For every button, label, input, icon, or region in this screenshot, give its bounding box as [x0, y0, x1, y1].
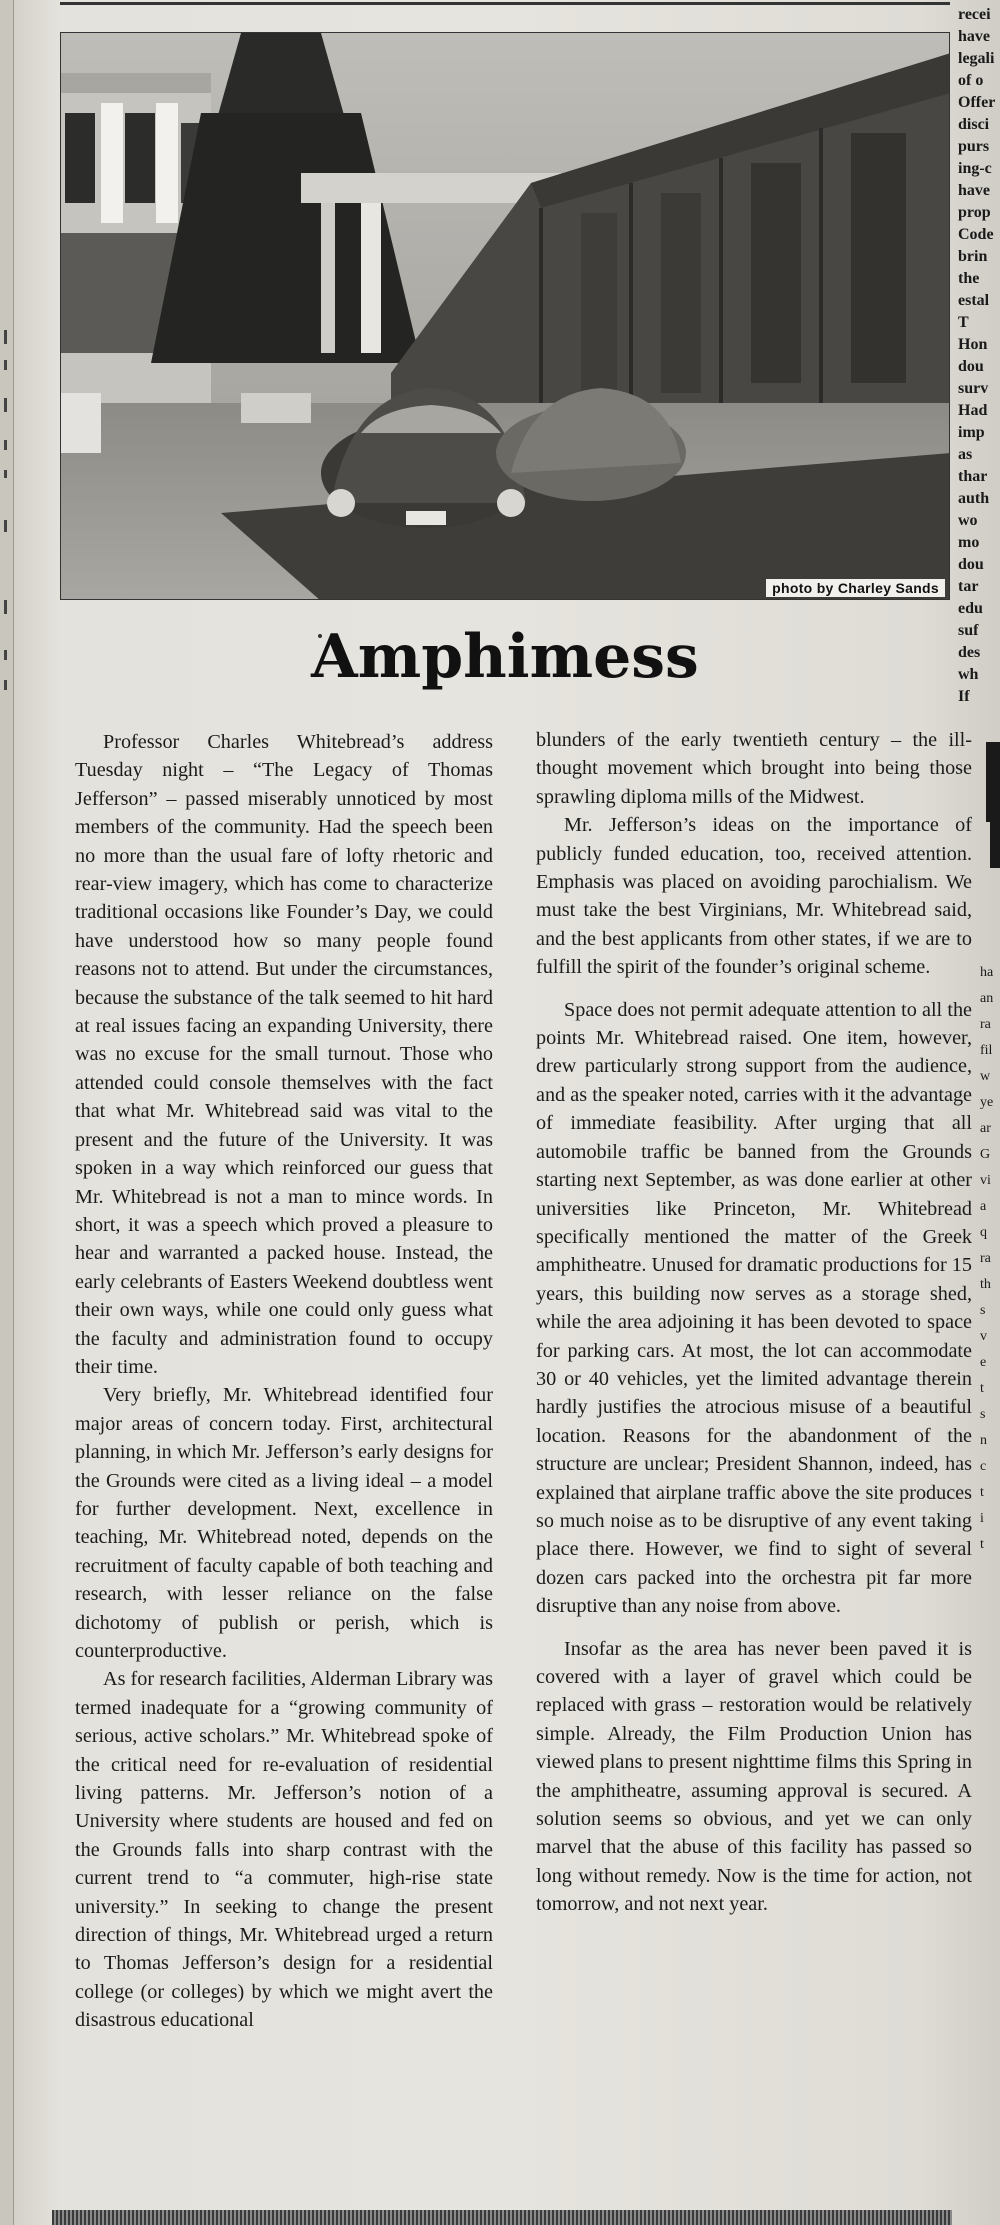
- adjacent-headline-fragment-2: [990, 800, 1000, 868]
- paragraph-5: Space does not permit adequate attention to all the points Mr. Whitebread raised. One item, however, drew particularly strong support from the audience, and as the speaker noted, carries with it the advantage of immediate feasibility. After urging that all automobile traffic be banned from the Grounds starting next September, as was done earlier at other universities like Princeton, Mr. Whitebread specifically mentioned the matter of the Greek amphitheatre. Unused for dramatic productions for 15 years, this building now serves as a storage shed, while the area adjoining it has been devoted to space for parking cars. At most, the lot can accommodate 30 or 40 vehicles, yet the limited advantage therein hardly justifies the atrocious misuse of a beautiful location. Reasons for the abandonment of the structure are unclear; President Shannon, indeed, has explained that airplane traffic above the site produces so much noise as to be disruptive of any event taking place there. However, we find to sight of several dozen cars packed into the orchestra pit far more disruptive than any noise from above.: [536, 998, 972, 1618]
- paragraph-continuation: blunders of the early twentieth century – the ill-thought movement which brought into being those sprawling diploma mills of the Midwest.: [536, 729, 972, 808]
- parking-lot-photo: [60, 32, 950, 600]
- paragraph-2: Very briefly, Mr. Whitebread identified four major areas of concern today. First, architectural planning, in which Mr. Jefferson’s early designs for the Grounds were cited as a living ideal – a model for further development. Next, excellence in teaching, Mr. Whitebread noted, depends on the recruitment of faculty capable of both teaching and research, with lesser reliance on the false dichotomy of publish or perish, which is counterproductive.: [75, 1384, 493, 1662]
- photo-illustration: [61, 33, 950, 600]
- adjacent-fragment-top: recei have legali of o Offer disci purs ing-c have prop Code brin the estal T Hon dou surv Had imp as thar auth wo mo dou tar edu suf des wh If: [958, 6, 996, 705]
- top-rule: [60, 2, 950, 5]
- adjacent-fragment-middle: ha an ra fil w ye ar G vi a q ra th s v e t s n c t i t: [980, 965, 994, 1552]
- bottom-border: [52, 2210, 952, 2225]
- headline: Amphimess: [311, 622, 699, 692]
- paragraph-3: As for research facilities, Alderman Library was termed inadequate for a “growing community of serious, active scholars.” Mr. Whitebread spoke of the critical need for re-evaluation of residential living patterns. Mr. Jefferson’s notion of a University where students are housed and fed on the Grounds falls into sharp contrast with the current trend to “a commuter, high-rise state university.” In seeking to change the present direction of things, Mr. Whitebread urged a return to Thomas Jefferson’s design for a residential college (or colleges) by which we might avert the disastrous educational: [75, 1668, 493, 2032]
- article-column-2: [536, 726, 972, 1919]
- paragraph-6: Insofar as the area has never been paved it is covered with a layer of gravel which could be replaced with grass – restoration would be relatively simple. Already, the Film Production Union has viewed plans to present nighttime films this Spring in the amphitheatre, assuming approval is secured. A solution seems so obvious, and yet we can only marvel that the abuse of this facility has passed so long without remedy. Now is the time for action, not tomorrow, and not next year.: [536, 1637, 972, 1916]
- photo-credit: photo by Charley Sands: [766, 579, 945, 597]
- article-column-1: [75, 728, 493, 2035]
- left-margin-strip: [0, 0, 14, 2225]
- paragraph-1: Professor Charles Whitebread’s address Tuesday night – “The Legacy of Thomas Jefferson” – passed miserably unnoticed by most members of the community. Had the speech been no more than the usual fare of lofty rhetoric and rear-view imagery, which has come to characterize traditional occasions like Founder’s Day, we could have understood how so many people found reasons not to attend. But under the circumstances, because the substance of the talk seemed to hit hard at real issues facing an expanding University, there was no excuse for the small turnout. Those who attended could console themselves with the fact that what Mr. Whitebread said was vital to the present and the future of the University. It was spoken in a way which reinforced our guess that Mr. Whitebread is not a man to mince words. In short, it was a speech which proved a pleasure to hear and warranted a packed house. Instead, the early celebrants of Easters Weekend doubtless went their own ways, while one could only guess what the faculty and administration found to occupy their time.: [75, 731, 493, 1378]
- paragraph-4: Mr. Jefferson’s ideas on the importance of publicly funded education, too, received attention. Emphasis was placed on avoiding parochialism. We must take the best Virginians, Mr. Whitebread said, and the best applicants from other states, if we are to fulfill the spirit of the founder’s original scheme.: [536, 814, 972, 979]
- adjacent-column-fragment: [958, 0, 1000, 2225]
